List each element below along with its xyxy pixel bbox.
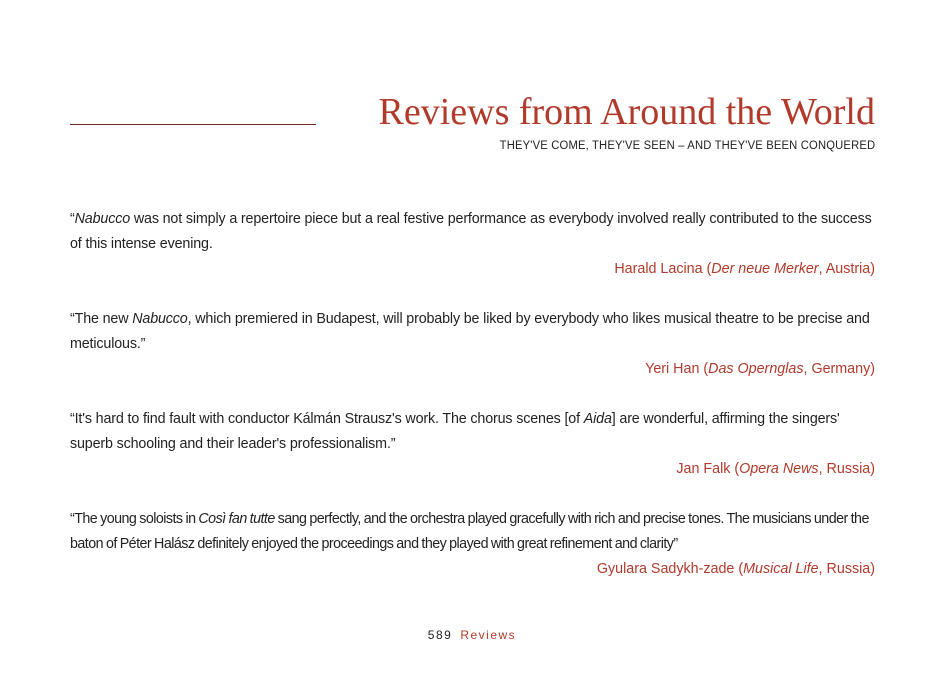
review-quote [70, 507, 875, 557]
review-quote [70, 307, 875, 357]
review-item [70, 207, 875, 282]
quote-text: , which premiered in Budapest, will probably be liked by everybody who likes musical theatre to be precise and meticulous.” [70, 311, 870, 352]
review-quote [70, 407, 875, 457]
quote-text: ] are wonderful, affirming the singers' superb schooling and their leader's professionalism.” [70, 411, 840, 452]
review-item [70, 407, 875, 482]
publication-name: Das Opernglas [708, 361, 804, 377]
review-item [70, 507, 875, 582]
review-attribution [70, 557, 875, 582]
review-attribution [70, 257, 875, 282]
title-rule [70, 124, 316, 125]
publication-name: Der neue Merker [711, 261, 819, 277]
publication-country: , Russia) [818, 561, 875, 577]
quote-title: Così fan tutte [198, 511, 275, 527]
quote-text: “ [70, 211, 75, 227]
quote-title: Nabucco [132, 311, 188, 327]
reviews-list [70, 207, 875, 607]
quote-title: Nabucco [74, 211, 131, 227]
reviewer-name: Harald Lacina ( [614, 261, 712, 277]
page-subtitle: THEY'VE COME, THEY'VE SEEN – AND THEY'VE BEEN CONQUERED [499, 138, 875, 152]
publication-name: Musical Life [743, 561, 819, 577]
quote-text: “The new [70, 311, 133, 327]
publication-country: , Austria) [818, 261, 875, 277]
publication-country: , Germany) [803, 361, 875, 377]
section-name: Reviews [460, 628, 517, 642]
quote-text: was not simply a repertoire piece but a real festive performance as everybody involved really contributed to the success of this intense evening. [70, 211, 872, 252]
page-footer [0, 626, 944, 644]
quote-text: “The young soloists in [70, 511, 199, 527]
quote-text: “It's hard to find fault with conductor Kálmán Strausz's work. The chorus scenes [of [70, 411, 584, 427]
page-number: 589 [427, 628, 453, 642]
review-attribution [70, 457, 875, 482]
review-quote [70, 207, 875, 257]
quote-title: Aida [583, 411, 612, 427]
publication-name: Opera News [739, 461, 819, 477]
reviewer-name: Jan Falk ( [676, 461, 740, 477]
review-item [70, 307, 875, 382]
page-title: Reviews from Around the World [378, 91, 875, 133]
reviewer-name: Gyulara Sadykh-zade ( [596, 561, 744, 577]
quote-text: sang perfectly, and the orchestra played gracefully with rich and precise tones. The musicians under the baton of Péter Halász definitely enjoyed the proceedings and they played with great refinement and clarity” [70, 511, 869, 552]
reviewer-name: Yeri Han ( [645, 361, 709, 377]
review-attribution [70, 357, 875, 382]
publication-country: , Russia) [818, 461, 875, 477]
